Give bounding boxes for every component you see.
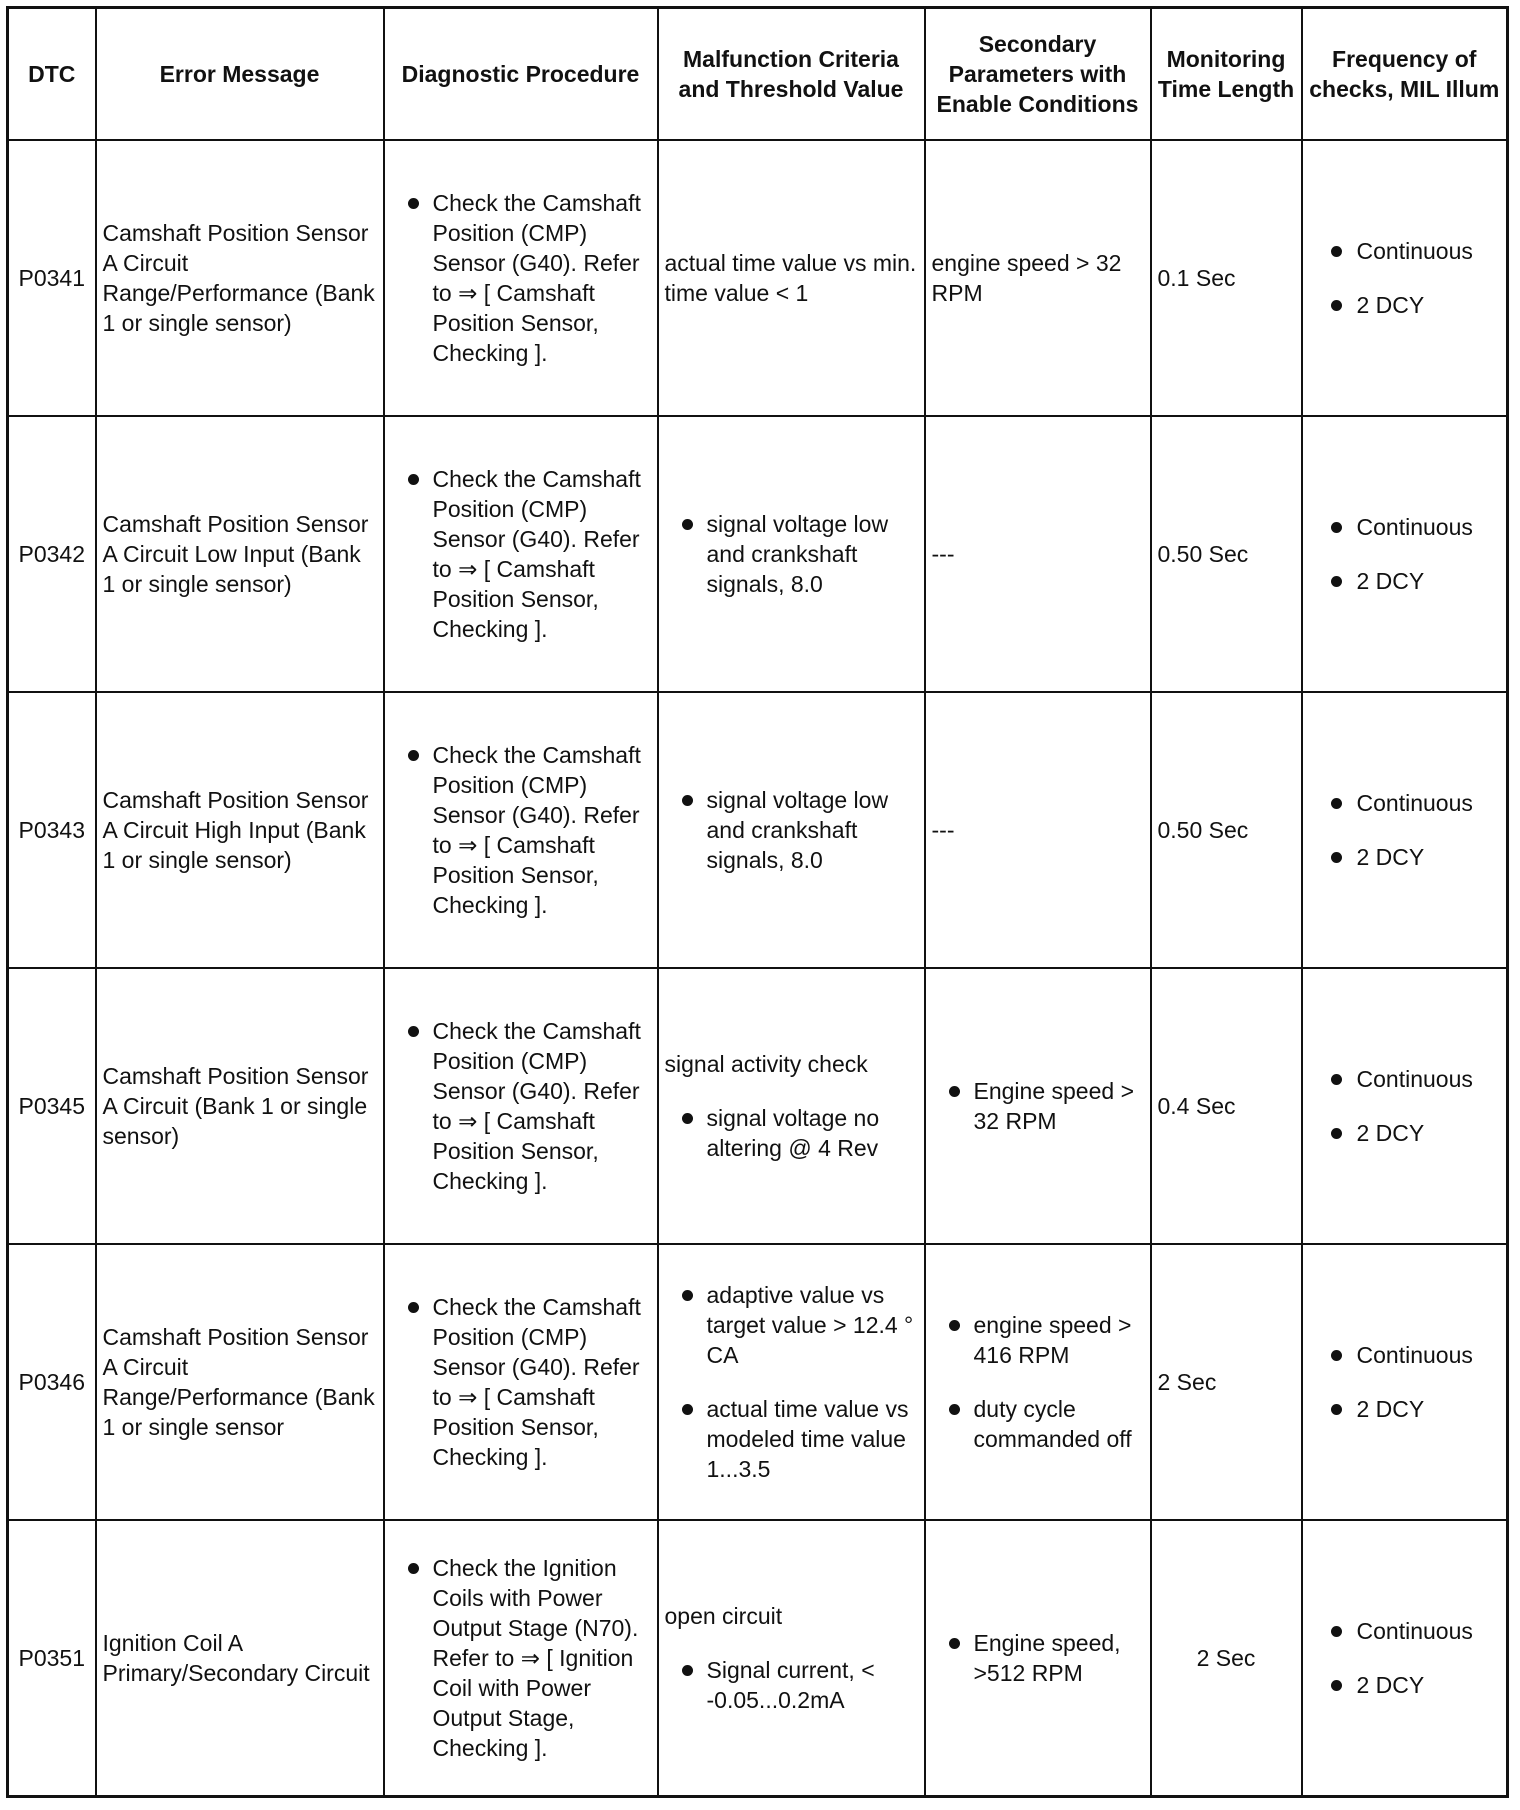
frequency-bullet: Continuous (1309, 788, 1501, 818)
secondary-text: --- (931, 817, 955, 844)
dtc-code: P0342 (8, 416, 96, 692)
malfunction-bullet: Signal current, < -0.05...0.2mA (665, 1655, 918, 1715)
frequency-bullet: 2 DCY (1309, 566, 1501, 596)
table-row (8, 1244, 1508, 1520)
malfunction-bullet: adaptive value vs target value > 12.4 ° CA (665, 1280, 918, 1370)
diagnostic-procedure (384, 1520, 658, 1796)
procedure-bullet: Check the Camshaft Position (CMP) Sensor (G40). Refer to ⇒ [ Camshaft Position Sensor, Checking ]. (391, 188, 651, 368)
monitoring-time: 0.50 Sec (1151, 416, 1302, 692)
header-malfunction-criteria: Malfunction Criteria and Threshold Value (658, 8, 925, 141)
frequency (1302, 1244, 1508, 1520)
dtc-code: P0351 (8, 1520, 96, 1796)
secondary-bullet: Engine speed > 32 RPM (932, 1076, 1144, 1136)
diagnostic-procedure (384, 416, 658, 692)
malfunction-criteria (658, 1520, 925, 1796)
malfunction-bullet: signal voltage low and crankshaft signals, 8.0 (665, 785, 918, 875)
dtc-table (6, 6, 1509, 1798)
error-message: Camshaft Position Sensor A Circuit (Bank 1 or single sensor) (96, 968, 384, 1244)
diagnostic-procedure (384, 692, 658, 968)
secondary-parameters (925, 692, 1151, 968)
secondary-bullet: Engine speed, >512 RPM (932, 1628, 1144, 1688)
diagnostic-procedure (384, 1244, 658, 1520)
malfunction-bullet: signal voltage low and crankshaft signals, 8.0 (665, 509, 918, 599)
header-monitoring-time: Monitoring Time Length (1151, 8, 1302, 141)
malfunction-bullet: signal voltage no altering @ 4 Rev (665, 1103, 918, 1163)
malfunction-criteria (658, 416, 925, 692)
secondary-parameters (925, 968, 1151, 1244)
frequency-bullet: 2 DCY (1309, 1394, 1501, 1424)
header-diagnostic-procedure: Diagnostic Procedure (384, 8, 658, 141)
secondary-parameters (925, 1244, 1151, 1520)
header-error-message: Error Message (96, 8, 384, 141)
malfunction-text: signal activity check (664, 1051, 868, 1078)
frequency-bullet: 2 DCY (1309, 290, 1501, 320)
secondary-text: engine speed > 32 RPM (931, 250, 1122, 307)
dtc-table-container (6, 6, 1506, 1798)
frequency-bullet: 2 DCY (1309, 1118, 1501, 1148)
table-row (8, 1520, 1508, 1796)
frequency (1302, 1520, 1508, 1796)
table-row (8, 692, 1508, 968)
procedure-bullet: Check the Camshaft Position (CMP) Sensor (G40). Refer to ⇒ [ Camshaft Position Sensor, Checking ]. (391, 740, 651, 920)
frequency-bullet: Continuous (1309, 512, 1501, 542)
frequency (1302, 140, 1508, 416)
procedure-bullet: Check the Camshaft Position (CMP) Sensor (G40). Refer to ⇒ [ Camshaft Position Sensor, Checking ]. (391, 1016, 651, 1196)
secondary-bullet: duty cycle commanded off (932, 1394, 1144, 1454)
diagnostic-procedure (384, 140, 658, 416)
secondary-parameters (925, 140, 1151, 416)
diagnostic-procedure (384, 968, 658, 1244)
procedure-bullet: Check the Camshaft Position (CMP) Sensor (G40). Refer to ⇒ [ Camshaft Position Sensor, Checking ]. (391, 464, 651, 644)
malfunction-criteria (658, 968, 925, 1244)
monitoring-time: 2 Sec (1151, 1244, 1302, 1520)
malfunction-text: actual time value vs min. time value < 1 (664, 250, 917, 307)
secondary-bullet: engine speed > 416 RPM (932, 1310, 1144, 1370)
table-row (8, 968, 1508, 1244)
error-message: Camshaft Position Sensor A Circuit High Input (Bank 1 or single sensor) (96, 692, 384, 968)
malfunction-criteria (658, 1244, 925, 1520)
error-message: Ignition Coil A Primary/Secondary Circuit (96, 1520, 384, 1796)
frequency-bullet: Continuous (1309, 1616, 1501, 1646)
header-secondary-parameters: Secondary Parameters with Enable Conditions (925, 8, 1151, 141)
dtc-code: P0345 (8, 968, 96, 1244)
frequency-bullet: 2 DCY (1309, 1670, 1501, 1700)
error-message: Camshaft Position Sensor A Circuit Low Input (Bank 1 or single sensor) (96, 416, 384, 692)
malfunction-bullet: actual time value vs modeled time value 1...3.5 (665, 1394, 918, 1484)
header-dtc: DTC (8, 8, 96, 141)
secondary-parameters (925, 416, 1151, 692)
dtc-code: P0346 (8, 1244, 96, 1520)
malfunction-criteria (658, 140, 925, 416)
error-message: Camshaft Position Sensor A Circuit Range/Performance (Bank 1 or single sensor) (96, 140, 384, 416)
malfunction-criteria (658, 692, 925, 968)
frequency-bullet: Continuous (1309, 236, 1501, 266)
procedure-bullet: Check the Camshaft Position (CMP) Sensor (G40). Refer to ⇒ [ Camshaft Position Sensor, Checking ]. (391, 1292, 651, 1472)
secondary-parameters (925, 1520, 1151, 1796)
frequency (1302, 692, 1508, 968)
frequency-bullet: Continuous (1309, 1340, 1501, 1370)
error-message: Camshaft Position Sensor A Circuit Range/Performance (Bank 1 or single sensor (96, 1244, 384, 1520)
frequency-bullet: 2 DCY (1309, 842, 1501, 872)
table-row (8, 416, 1508, 692)
header-frequency: Frequency of checks, MIL Illum (1302, 8, 1508, 141)
frequency (1302, 416, 1508, 692)
monitoring-time: 2 Sec (1151, 1520, 1302, 1796)
table-row (8, 140, 1508, 416)
secondary-text: --- (931, 541, 955, 568)
procedure-bullet: Check the Ignition Coils with Power Output Stage (N70). Refer to ⇒ [ Ignition Coil with Power Output Stage, Checking ]. (391, 1553, 651, 1763)
dtc-code: P0341 (8, 140, 96, 416)
monitoring-time: 0.4 Sec (1151, 968, 1302, 1244)
monitoring-time: 0.50 Sec (1151, 692, 1302, 968)
frequency (1302, 968, 1508, 1244)
malfunction-text: open circuit (664, 1603, 783, 1630)
monitoring-time: 0.1 Sec (1151, 140, 1302, 416)
dtc-code: P0343 (8, 692, 96, 968)
header-row (8, 8, 1508, 141)
frequency-bullet: Continuous (1309, 1064, 1501, 1094)
